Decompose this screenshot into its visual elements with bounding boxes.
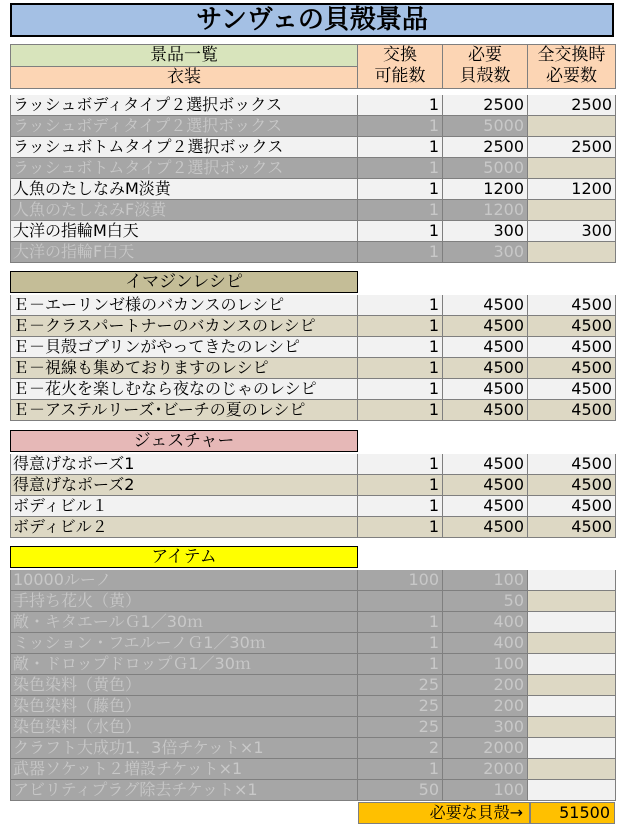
prize-name: Ｅ－エーリンゼ様のバカンスのレシピ: [10, 295, 358, 316]
table-row: [10, 358, 616, 379]
table-header: [10, 44, 616, 89]
prize-name: 染色染料（黄色）: [10, 675, 358, 696]
exchangeable-count: 1: [358, 337, 443, 358]
table-row: [10, 200, 616, 221]
col-cost: 必要 貝殻数: [443, 44, 528, 89]
total-needed: [528, 696, 616, 717]
total-needed: 4500: [528, 475, 616, 496]
exchangeable-count: 25: [358, 717, 443, 738]
exchangeable-count: 1: [358, 221, 443, 242]
table-row: [10, 654, 616, 675]
total-needed: 2500: [528, 95, 616, 116]
shell-cost: 1200: [443, 179, 528, 200]
table-row: [10, 696, 616, 717]
prize-name: ラッシュボディタイプ２選択ボックス: [10, 116, 358, 137]
shell-cost: 5000: [443, 158, 528, 179]
shell-cost: 4500: [443, 379, 528, 400]
shell-cost: 400: [443, 612, 528, 633]
exchangeable-count: 1: [358, 496, 443, 517]
shell-cost: 100: [443, 654, 528, 675]
total-needed: [528, 675, 616, 696]
table-row: [10, 675, 616, 696]
prize-name: Ｅ－アステルリーズ･ビーチの夏のレシピ: [10, 400, 358, 421]
exchangeable-count: 1: [358, 242, 443, 263]
col-total: 全交換時 必要数: [528, 44, 616, 89]
prize-name: ミッション・フエルーノＧ1／30ｍ: [10, 633, 358, 654]
total-needed: 300: [528, 221, 616, 242]
shell-cost: 300: [443, 717, 528, 738]
shell-cost: 2500: [443, 137, 528, 158]
shell-cost: 300: [443, 221, 528, 242]
shell-cost: 4500: [443, 475, 528, 496]
prize-name: 手持ち花火（黄）: [10, 591, 358, 612]
shell-cost: 50: [443, 591, 528, 612]
exchangeable-count: 1: [358, 517, 443, 538]
exchangeable-count: 1: [358, 759, 443, 780]
exchangeable-count: 2: [358, 738, 443, 759]
table-row: [10, 316, 616, 337]
total-needed: 4500: [528, 295, 616, 316]
shell-cost: 300: [443, 242, 528, 263]
table-row: [10, 633, 616, 654]
shell-cost: 4500: [443, 517, 528, 538]
shell-cost: 100: [443, 570, 528, 591]
total-needed: [528, 654, 616, 675]
exchangeable-count: [358, 591, 443, 612]
total-needed: [528, 717, 616, 738]
category-label: 衣装: [11, 67, 357, 88]
recipe-section-label: イマジンレシピ: [10, 271, 358, 293]
table-row: [10, 137, 616, 158]
exchangeable-count: 1: [358, 612, 443, 633]
shell-cost: 2500: [443, 95, 528, 116]
table-row: [10, 475, 616, 496]
prize-name: ラッシュボディタイプ２選択ボックス: [10, 95, 358, 116]
exchangeable-count: 1: [358, 137, 443, 158]
shell-cost: 4500: [443, 454, 528, 475]
total-label: 必要な貝殻→: [358, 802, 530, 824]
exchangeable-count: 1: [358, 200, 443, 221]
table-row: [10, 517, 616, 538]
exchangeable-count: 1: [358, 400, 443, 421]
shell-cost: 100: [443, 780, 528, 801]
prize-name: 大洋の指輪M白天: [10, 221, 358, 242]
exchangeable-count: 1: [358, 179, 443, 200]
total-needed: 4500: [528, 337, 616, 358]
total-needed: 2500: [528, 137, 616, 158]
table-row: [10, 591, 616, 612]
col-exchangeable: 交換 可能数: [358, 44, 443, 89]
prize-name: 人魚のたしなみM淡黄: [10, 179, 358, 200]
shell-cost: 4500: [443, 316, 528, 337]
total-needed: 4500: [528, 454, 616, 475]
prize-name: Ｅ－クラスパートナーのバカンスのレシピ: [10, 316, 358, 337]
prize-name: ラッシュボトムタイプ２選択ボックス: [10, 137, 358, 158]
exchangeable-count: 1: [358, 295, 443, 316]
prize-name: 大洋の指輪F白天: [10, 242, 358, 263]
prize-name: 武器ソケット２増設チケット×1: [10, 759, 358, 780]
prize-name: 得意げなポーズ1: [10, 454, 358, 475]
prize-name: Ｅ－貝殻ゴブリンがやってきたのレシピ: [10, 337, 358, 358]
prize-name: アビリティプラグ除去チケット×1: [10, 780, 358, 801]
exchangeable-count: 1: [358, 116, 443, 137]
prize-name: 人魚のたしなみF淡黄: [10, 200, 358, 221]
shell-cost: 1200: [443, 200, 528, 221]
exchangeable-count: 100: [358, 570, 443, 591]
table-row: [10, 738, 616, 759]
exchangeable-count: 25: [358, 696, 443, 717]
exchangeable-count: 1: [358, 454, 443, 475]
prize-name: 敵・キタエールＧ1／30ｍ: [10, 612, 358, 633]
exchangeable-count: 1: [358, 358, 443, 379]
item-list: [10, 570, 616, 801]
prize-name: Ｅ－視線も集めておりますのレシピ: [10, 358, 358, 379]
exchangeable-count: 1: [358, 379, 443, 400]
prize-name: クラフト大成功1．3倍チケット×1: [10, 738, 358, 759]
shell-cost: 4500: [443, 496, 528, 517]
shell-cost: 2000: [443, 759, 528, 780]
table-row: [10, 400, 616, 421]
total-needed: 1200: [528, 179, 616, 200]
shell-cost: 4500: [443, 358, 528, 379]
recipe-list: [10, 295, 616, 421]
shell-cost: 4500: [443, 295, 528, 316]
table-row: [10, 116, 616, 137]
total-needed: [528, 591, 616, 612]
prize-name: ラッシュボトムタイプ２選択ボックス: [10, 158, 358, 179]
table-row: [10, 570, 616, 591]
page-title: サンヴェの貝殻景品: [10, 3, 614, 37]
total-needed: [528, 116, 616, 137]
shell-cost: 400: [443, 633, 528, 654]
table-row: [10, 759, 616, 780]
total-needed: 4500: [528, 379, 616, 400]
total-needed: [528, 780, 616, 801]
table-row: [10, 158, 616, 179]
prize-name: 染色染料（水色）: [10, 717, 358, 738]
table-row: [10, 221, 616, 242]
shell-cost: 4500: [443, 400, 528, 421]
total-needed: [528, 242, 616, 263]
total-needed: [528, 759, 616, 780]
total-needed: 4500: [528, 400, 616, 421]
shell-cost: 200: [443, 696, 528, 717]
total-needed: [528, 570, 616, 591]
total-needed: [528, 612, 616, 633]
total-needed: [528, 200, 616, 221]
gesture-list: [10, 454, 616, 538]
item-section-label: アイテム: [10, 546, 358, 568]
total-needed: [528, 738, 616, 759]
table-row: [10, 454, 616, 475]
costume-list: [10, 95, 616, 263]
shell-cost: 4500: [443, 337, 528, 358]
exchangeable-count: 50: [358, 780, 443, 801]
exchangeable-count: 1: [358, 158, 443, 179]
table-row: [10, 496, 616, 517]
exchangeable-count: 25: [358, 675, 443, 696]
total-needed: [528, 158, 616, 179]
shell-cost: 200: [443, 675, 528, 696]
prize-name: 得意げなポーズ2: [10, 475, 358, 496]
table-row: [10, 337, 616, 358]
total-needed: 4500: [528, 316, 616, 337]
table-row: [10, 379, 616, 400]
prize-name: 10000ルーノ: [10, 570, 358, 591]
total-needed: 4500: [528, 496, 616, 517]
list-label: 景品一覧: [11, 45, 357, 67]
prize-name: ボディビル１: [10, 496, 358, 517]
total-needed: 4500: [528, 517, 616, 538]
gesture-section-label: ジェスチャー: [10, 430, 358, 452]
total-value: 51500: [530, 802, 615, 824]
table-row: [10, 717, 616, 738]
prize-name: 染色染料（藤色）: [10, 696, 358, 717]
prize-name: 敵・ドロップドロップＧ1／30ｍ: [10, 654, 358, 675]
table-row: [10, 295, 616, 316]
table-row: [10, 612, 616, 633]
prize-name: ボディビル２: [10, 517, 358, 538]
exchangeable-count: 1: [358, 316, 443, 337]
total-needed: 4500: [528, 358, 616, 379]
exchangeable-count: 1: [358, 633, 443, 654]
exchangeable-count: 1: [358, 95, 443, 116]
exchangeable-count: 1: [358, 475, 443, 496]
table-row: [10, 780, 616, 801]
total-needed: [528, 633, 616, 654]
prize-name: Ｅ－花火を楽しむなら夜なのじゃのレシピ: [10, 379, 358, 400]
table-row: [10, 242, 616, 263]
exchangeable-count: 1: [358, 654, 443, 675]
shell-cost: 2000: [443, 738, 528, 759]
shell-cost: 5000: [443, 116, 528, 137]
table-row: [10, 95, 616, 116]
table-row: [10, 179, 616, 200]
